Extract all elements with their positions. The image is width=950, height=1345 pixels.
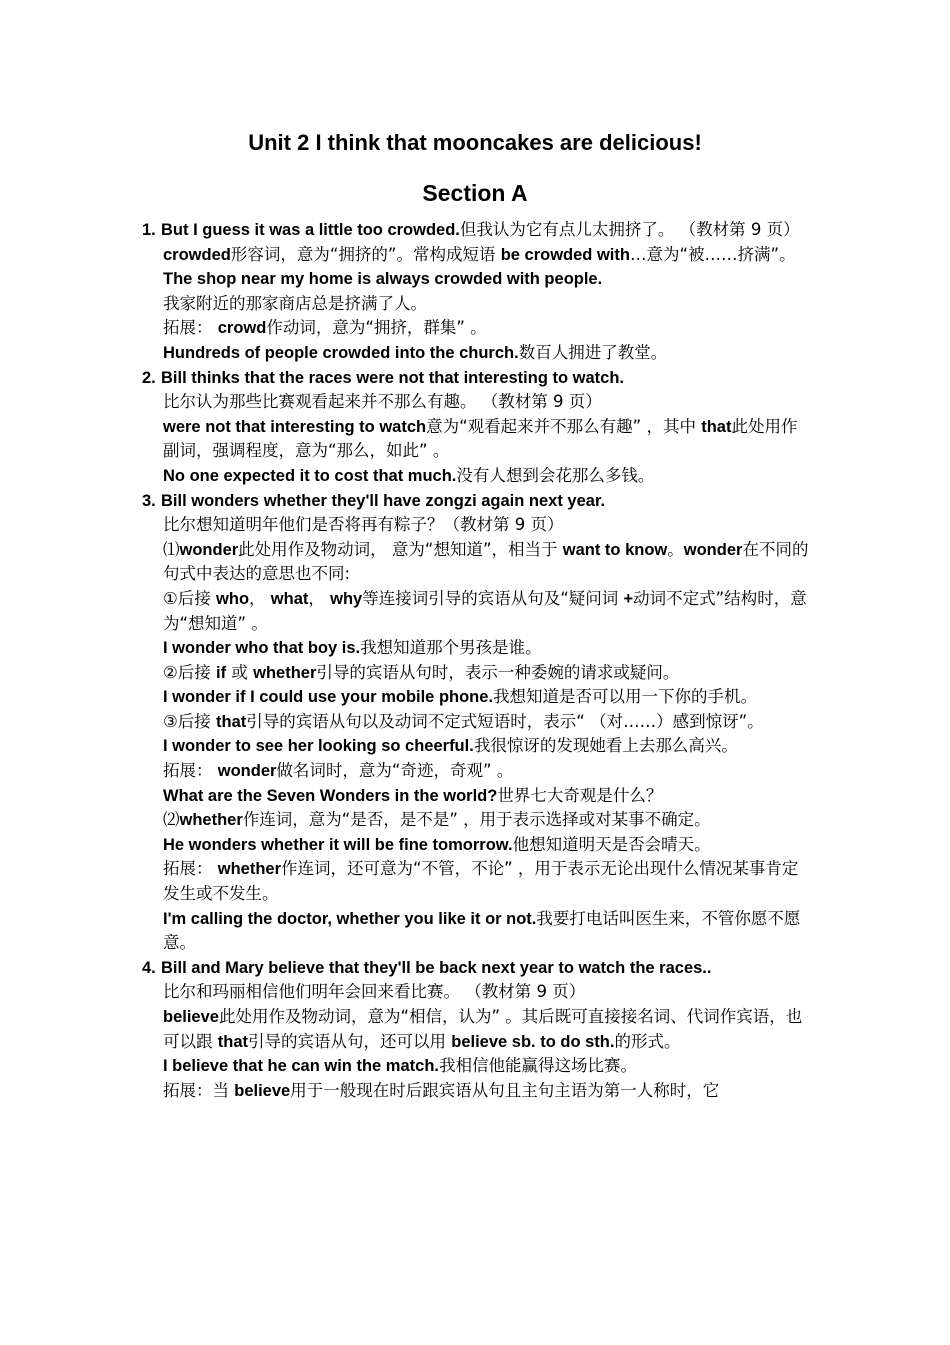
note-heading bbox=[142, 489, 812, 514]
note-line bbox=[142, 538, 812, 587]
example-english: Hundreds of people crowded into the church. bbox=[163, 343, 519, 362]
note-number: 4. bbox=[142, 958, 156, 977]
example-english: The shop near my home is always crowded with people. bbox=[163, 270, 603, 289]
section-title: Section A bbox=[422, 180, 528, 206]
explanation: 的形式。 bbox=[614, 1031, 681, 1051]
note-sentence: But I guess it was a little too crowded. bbox=[161, 221, 460, 239]
unit-title: Unit 2 I think that mooncakes are delicious! bbox=[248, 130, 702, 155]
example-chinese: 世界七大奇观是什么？ bbox=[497, 785, 663, 805]
note-item-4 bbox=[142, 956, 812, 1104]
keyword: whether bbox=[179, 811, 243, 830]
extension-label: 拓展： bbox=[163, 761, 218, 781]
example-chinese: 我想知道那个男孩是谁。 bbox=[360, 638, 542, 658]
extension-line bbox=[142, 1079, 812, 1104]
keyword: wonder bbox=[683, 540, 743, 559]
note-line bbox=[142, 243, 812, 268]
extension-line bbox=[142, 316, 812, 341]
explanation: 做名词时，意为“奇迹，奇观” 。 bbox=[276, 761, 514, 781]
point-marker: ⑴ bbox=[163, 539, 180, 559]
keyword: if bbox=[216, 663, 227, 682]
example-sentence bbox=[142, 1054, 812, 1079]
keyword: wonder bbox=[179, 540, 239, 559]
separator: ， bbox=[308, 588, 331, 608]
example-english: I wonder to see her looking so cheerful. bbox=[163, 737, 474, 756]
explanation: 作动词，意为“拥挤，群集” 。 bbox=[266, 318, 487, 338]
explanation: 引导的宾语从句以及动词不定式短语时，表示“ （对……）感到惊讶”。 bbox=[246, 711, 764, 731]
keyword: believe bbox=[163, 1008, 219, 1026]
point-marker: ③后接 bbox=[163, 711, 217, 731]
keyword: be crowded with bbox=[500, 245, 630, 264]
example-english: I'm calling the doctor, whether you like it or not. bbox=[163, 909, 537, 928]
keyword: were not that interesting to watch bbox=[163, 417, 427, 436]
note-line bbox=[142, 808, 812, 833]
keyword: crowded bbox=[163, 245, 231, 264]
separator: ， bbox=[249, 588, 271, 608]
translation-text: 比尔和玛丽相信他们明年会回来看比赛。 （教材第 9 页） bbox=[163, 982, 586, 1002]
example-chinese: 我想知道是否可以用一下你的手机。 bbox=[493, 687, 758, 707]
explanation: 此处用作及物动词，意为“相信，认为” 。其后既可直接接名词、代词作宾语，也可以跟 bbox=[163, 1007, 803, 1051]
keyword: crowd bbox=[217, 319, 267, 338]
keyword: believe sb. to do sth. bbox=[451, 1032, 615, 1051]
example-sentence bbox=[142, 341, 812, 366]
keyword: why bbox=[330, 589, 363, 608]
example-english: No one expected it to cost that much. bbox=[163, 466, 457, 485]
note-line bbox=[142, 1005, 812, 1054]
note-line bbox=[142, 415, 812, 464]
separator: 或 bbox=[226, 662, 254, 682]
note-translation bbox=[142, 513, 812, 538]
note-heading bbox=[142, 956, 812, 981]
example-sentence bbox=[142, 267, 812, 292]
example-english: I wonder who that boy is. bbox=[163, 639, 361, 658]
note-number: 3. bbox=[142, 491, 156, 510]
explanation: 动词不定式”结构时，意为“想知道” 。 bbox=[163, 588, 807, 633]
example-chinese: 没有人想到会花那么多钱。 bbox=[456, 465, 655, 485]
keyword: believe bbox=[234, 1081, 291, 1100]
explanation: 用于一般现在时后跟宾语从句且主句主语为第一人称时，它 bbox=[290, 1080, 720, 1100]
keyword: whether bbox=[217, 860, 282, 879]
note-heading bbox=[142, 366, 812, 391]
example-chinese: 我要打电话叫医生来，不管你愿不愿意。 bbox=[163, 908, 801, 953]
extension-line bbox=[142, 857, 812, 906]
example-chinese: 我家附近的那家商店总是挤满了人。 bbox=[163, 293, 427, 313]
note-line bbox=[142, 587, 812, 636]
example-translation bbox=[142, 292, 812, 317]
note-line bbox=[142, 661, 812, 686]
note-translation bbox=[142, 390, 812, 415]
example-english: I wonder if I could use your mobile phone. bbox=[163, 688, 494, 707]
note-sentence: Bill and Mary believe that they'll be back next year to watch the races.. bbox=[161, 958, 712, 977]
translation-text: 比尔认为那些比赛观看起来并不那么有趣。 （教材第 9 页） bbox=[163, 392, 602, 412]
explanation: 在不同的句式中表达的意思也不同: bbox=[163, 539, 809, 584]
note-sentence: Bill thinks that the races were not that interesting to watch. bbox=[161, 368, 625, 387]
example-sentence bbox=[142, 784, 812, 809]
example-chinese: 数百人拥进了教堂。 bbox=[518, 342, 668, 362]
keyword: who bbox=[216, 589, 250, 608]
note-translation: 但我认为它有点儿太拥挤了。 （教材第 9 页） bbox=[459, 220, 800, 239]
extension-label: 拓展： bbox=[163, 859, 218, 879]
note-line bbox=[142, 710, 812, 735]
keyword: whether bbox=[253, 663, 317, 682]
explanation: 等连接词引导的宾语从句及“疑问词 bbox=[362, 588, 624, 608]
explanation: 意为“观看起来并不那么有趣” ，其中 bbox=[426, 416, 702, 436]
keyword: wonder bbox=[217, 762, 277, 781]
example-sentence bbox=[142, 734, 812, 759]
note-item-1 bbox=[142, 218, 812, 366]
note-number: 1. bbox=[142, 221, 156, 239]
explanation: 引导的宾语从句时，表示一种委婉的请求或疑问。 bbox=[316, 662, 680, 682]
extension-label: 拓展： bbox=[163, 318, 218, 338]
example-chinese: 我很惊讶的发现她看上去那么高兴。 bbox=[473, 736, 738, 756]
explanation: 此处用作及物动词， 意为“想知道”，相当于 bbox=[238, 539, 563, 559]
example-english: I believe that he can win the match. bbox=[163, 1057, 439, 1076]
example-english: What are the Seven Wonders in the world? bbox=[163, 786, 498, 805]
explanation: 形容词，意为“拥挤的”。常构成短语 bbox=[230, 244, 501, 264]
example-sentence bbox=[142, 636, 812, 661]
document-body bbox=[142, 218, 812, 1103]
keyword: + bbox=[623, 589, 634, 608]
translation-text: 比尔想知道明年他们是否将再有粽子？（教材第 9 页） bbox=[163, 515, 564, 535]
explanation: 。 bbox=[667, 539, 684, 559]
keyword: that bbox=[216, 712, 247, 731]
keyword: that bbox=[701, 417, 732, 436]
point-marker: ②后接 bbox=[163, 662, 217, 682]
explanation: …意为“被……挤满”。 bbox=[629, 244, 796, 264]
note-number: 2. bbox=[142, 368, 156, 387]
note-sentence: Bill wonders whether they'll have zongzi again next year. bbox=[161, 491, 606, 510]
explanation: 引导的宾语从句，还可以用 bbox=[248, 1031, 452, 1051]
keyword: want to know bbox=[562, 540, 668, 559]
explanation: 此处用作副词，强调程度，意为“那么，如此” 。 bbox=[163, 416, 798, 461]
keyword: that bbox=[217, 1032, 248, 1051]
example-english: He wonders whether it will be fine tomorrow. bbox=[163, 835, 513, 854]
keyword: what bbox=[270, 589, 309, 608]
explanation: 作连词，还可意为“不管，不论” ，用于表示无论出现什么情况某事肯定发生或不发生。 bbox=[163, 859, 799, 904]
extension-line bbox=[142, 759, 812, 784]
note-item-3 bbox=[142, 489, 812, 956]
note-item-2 bbox=[142, 366, 812, 489]
extension-label: 拓展：当 bbox=[163, 1080, 235, 1100]
note-heading bbox=[142, 218, 812, 243]
example-sentence bbox=[142, 685, 812, 710]
point-marker: ⑵ bbox=[163, 810, 180, 830]
explanation: 作连词，意为“是否，是不是” ，用于表示选择或对某事不确定。 bbox=[242, 810, 711, 830]
example-sentence bbox=[142, 833, 812, 858]
example-sentence bbox=[142, 464, 812, 489]
example-chinese: 我相信他能赢得这场比赛。 bbox=[439, 1056, 637, 1076]
note-translation bbox=[142, 980, 812, 1005]
example-sentence bbox=[142, 907, 812, 956]
example-chinese: 他想知道明天是否会晴天。 bbox=[512, 834, 711, 854]
point-marker: ①后接 bbox=[163, 588, 217, 608]
